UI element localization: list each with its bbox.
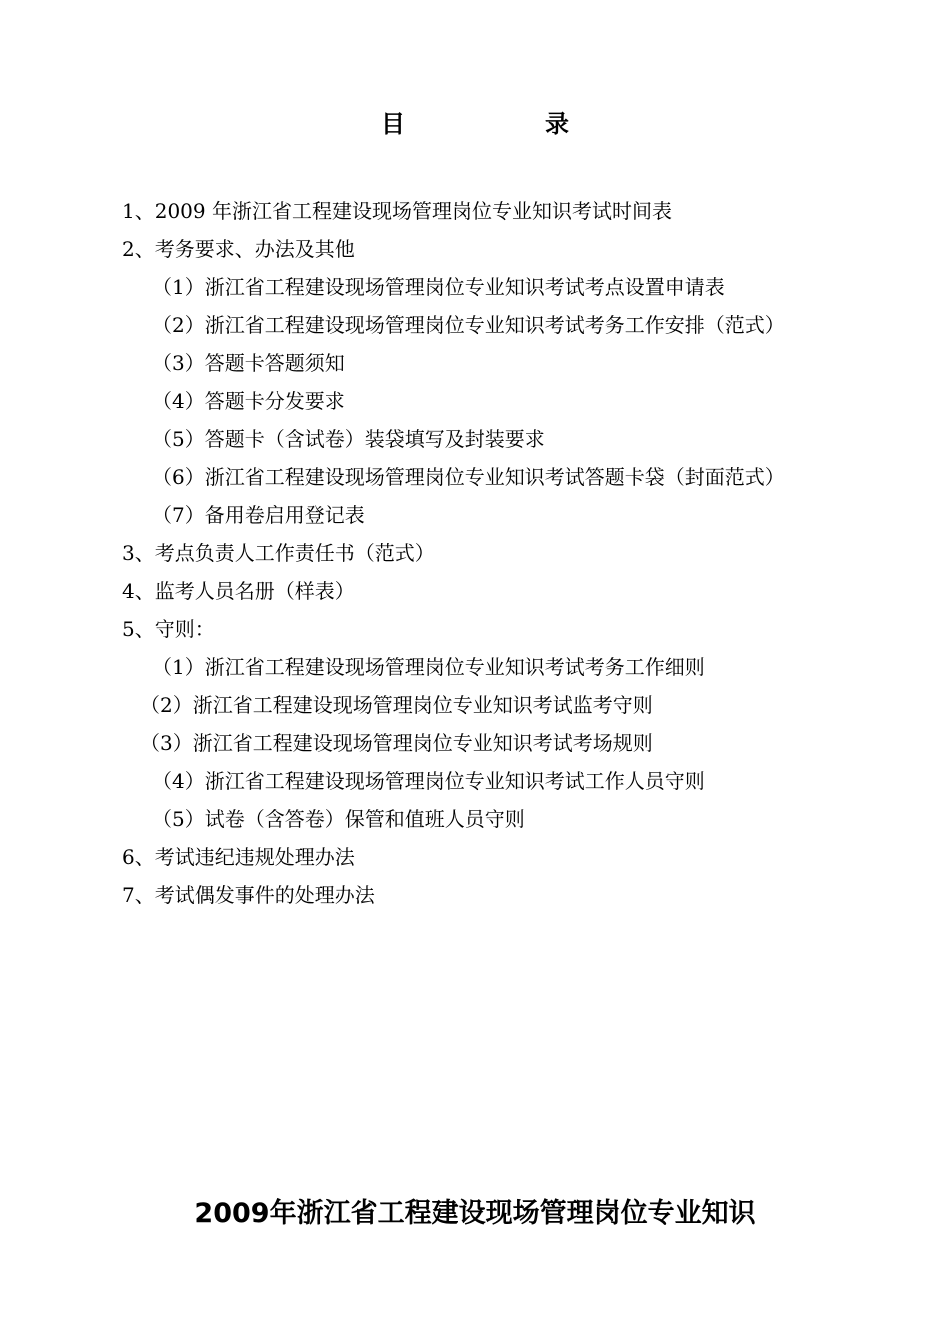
page-title-part-1: 目 <box>381 110 405 138</box>
toc-item: 4、监考人员名册（样表） <box>122 579 355 603</box>
toc-item: 7、考试偶发事件的处理办法 <box>122 883 375 907</box>
toc-item: 5、守则： <box>122 617 215 641</box>
page-title <box>0 104 950 144</box>
page-title-part-2: 录 <box>545 110 569 138</box>
toc-subitem: （2）浙江省工程建设现场管理岗位专业知识考试考务工作安排（范式） <box>152 313 785 337</box>
toc-item: 1、2009 年浙江省工程建设现场管理岗位专业知识考试时间表 <box>122 199 672 223</box>
toc-subitem: （7）备用卷启用登记表 <box>152 503 365 527</box>
toc-subitem: （5）试卷（含答卷）保管和值班人员守则 <box>152 807 525 831</box>
toc-subitem: （4）浙江省工程建设现场管理岗位专业知识考试工作人员守则 <box>152 769 705 793</box>
toc-subitem: （1）浙江省工程建设现场管理岗位专业知识考试考务工作细则 <box>152 655 705 679</box>
section-heading: 2009年浙江省工程建设现场管理岗位专业知识 <box>194 1198 756 1229</box>
toc-subitem: （5）答题卡（含试卷）装袋填写及封装要求 <box>152 427 545 451</box>
toc-item: 6、考试违纪违规处理办法 <box>122 845 355 869</box>
toc-item: 2、考务要求、办法及其他 <box>122 237 355 261</box>
toc-subitem: （6）浙江省工程建设现场管理岗位专业知识考试答题卡袋（封面范式） <box>152 465 785 489</box>
toc-subitem: （1）浙江省工程建设现场管理岗位专业知识考试考点设置申请表 <box>152 275 725 299</box>
toc-item: 3、考点负责人工作责任书（范式） <box>122 541 435 565</box>
toc-subitem: （3）答题卡答题须知 <box>152 351 345 375</box>
table-of-contents <box>122 192 828 914</box>
toc-subitem: （4）答题卡分发要求 <box>152 389 345 413</box>
toc-subitem: （3）浙江省工程建设现场管理岗位专业知识考试考场规则 <box>140 731 653 755</box>
toc-subitem: （2）浙江省工程建设现场管理岗位专业知识考试监考守则 <box>140 693 653 717</box>
